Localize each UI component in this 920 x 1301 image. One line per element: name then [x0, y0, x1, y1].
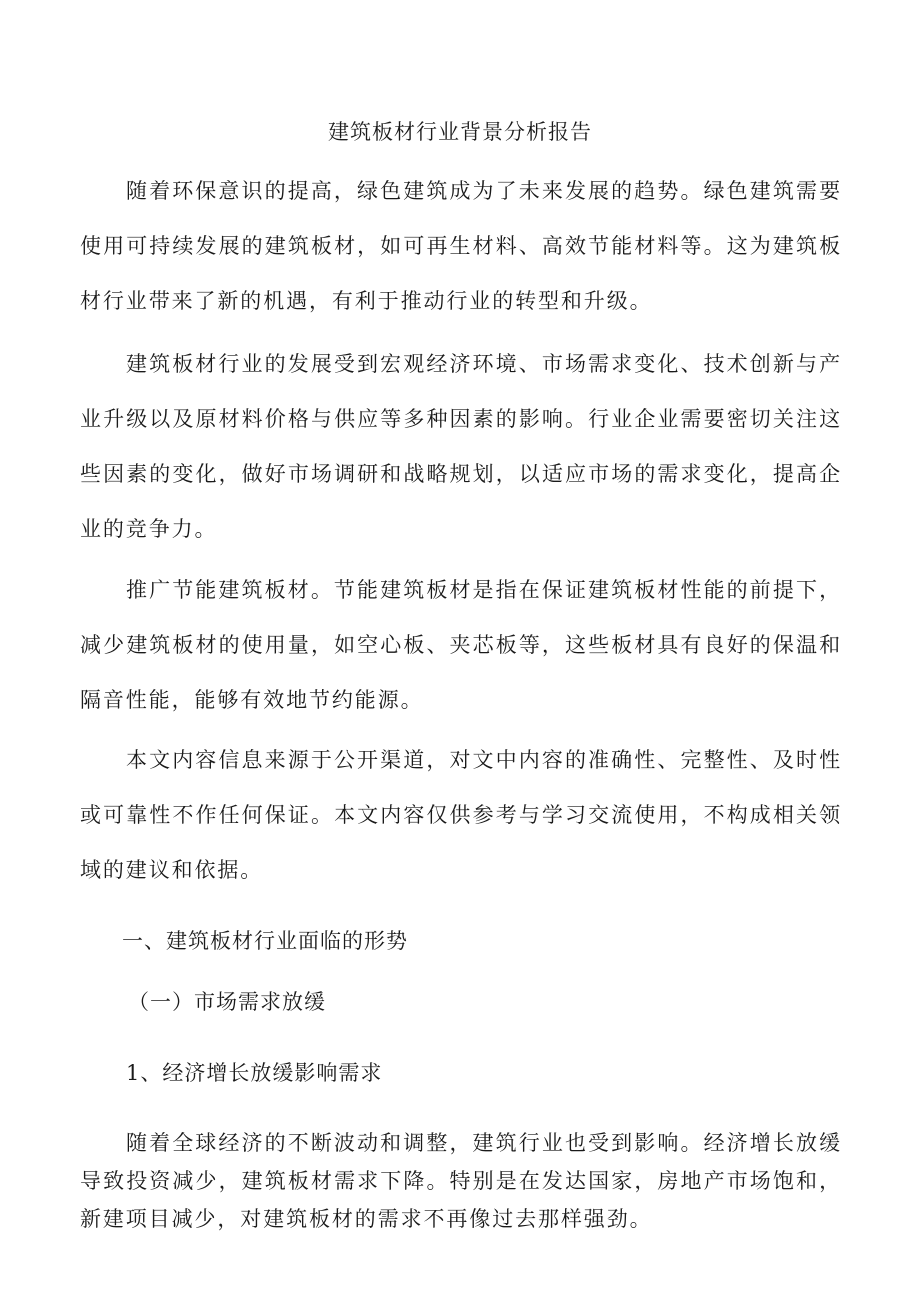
paragraph-industry-factors: 建筑板材行业的发展受到宏观经济环境、市场需求变化、技术创新与产业升级以及原材料价格与供应等多种因素的影响。行业企业需要密切关注这些因素的变化，做好市场调研和战略规划，以适应市场的需求变化，提高企业的竞争力。: [80, 352, 842, 541]
paragraph-disclaimer: 本文内容信息来源于公开渠道，对文中内容的准确性、完整性、及时性或可靠性不作任何保证。本文内容仅供参考与学习交流使用，不构成相关领域的建议和依据。: [80, 748, 842, 882]
subsection-heading: （一）市场需求放缓: [128, 990, 326, 1014]
section-heading: 一、建筑板材行业面临的形势: [122, 929, 408, 953]
paragraph-energy-saving-panels: 推广节能建筑板材。节能建筑板材是指在保证建筑板材性能的前提下，减少建筑板材的使用量，如空心板、夹芯板等，这些板材具有良好的保温和隔音性能，能够有效地节约能源。: [80, 578, 842, 712]
item-heading: 1、经济增长放缓影响需求: [126, 1061, 383, 1085]
paragraph-green-building: 随着环保意识的提高，绿色建筑成为了未来发展的趋势。绿色建筑需要使用可持续发展的建筑板材，如可再生材料、高效节能材料等。这为建筑板材行业带来了新的机遇，有利于推动行业的转型和升级。: [80, 179, 842, 313]
document-title: 建筑板材行业背景分析报告: [328, 120, 592, 144]
paragraph-economic-slowdown: 随着全球经济的不断波动和调整，建筑行业也受到影响。经济增长放缓导致投资减少，建筑板材需求下降。特别是在发达国家，房地产市场饱和，新建项目减少，对建筑板材的需求不再像过去那样强劲。: [80, 1131, 842, 1231]
